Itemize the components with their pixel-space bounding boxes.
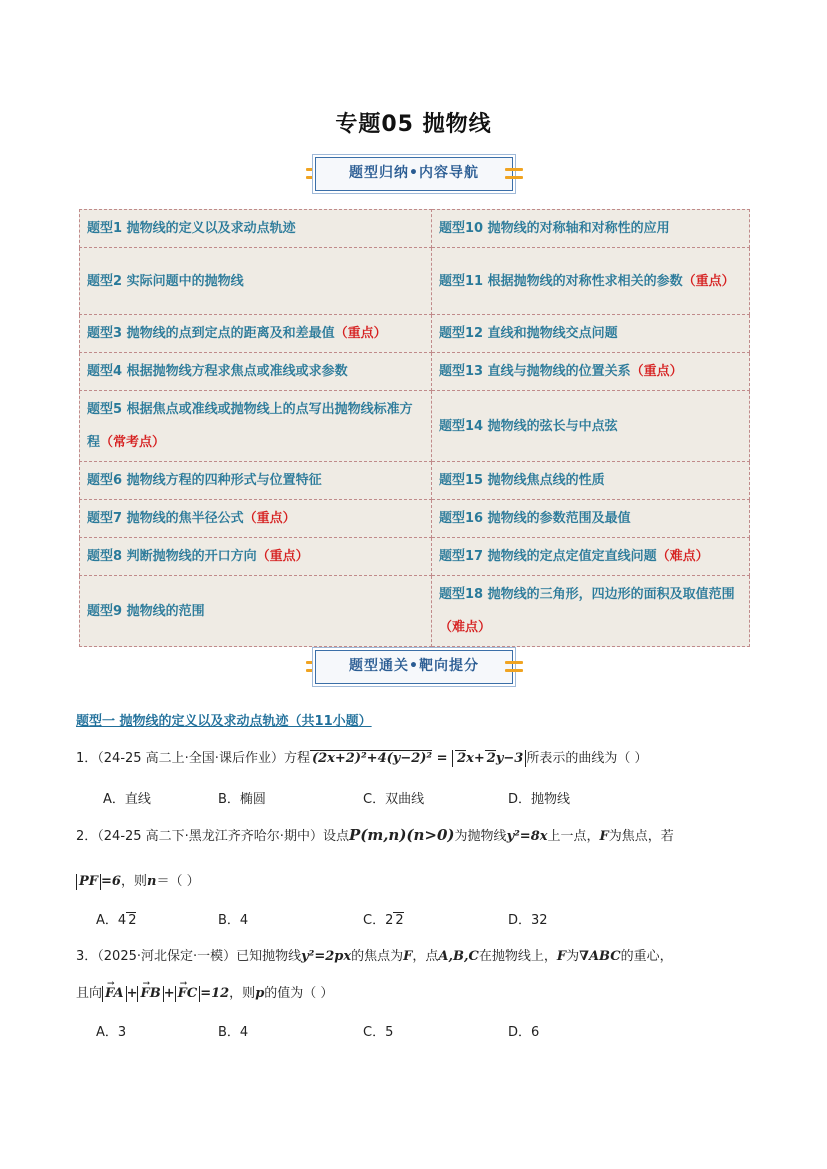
page-title: 专题05 抛物线 (335, 112, 492, 137)
parabola-expr: y²=2px (301, 949, 352, 964)
nav-topic-label: 题型4 根据抛物线方程求焦点或准线或求参数 (87, 364, 348, 379)
option-label: D． (508, 913, 532, 928)
question-2-stem: 2．（24-25 高二下·黑龙江齐齐哈尔·期中）设点 (76, 829, 349, 844)
nav-topic-cell[interactable] (432, 462, 750, 500)
nav-topic-label: 题型2 实际问题中的抛物线 (87, 273, 244, 289)
nav-topic-label: 题型1 抛物线的定义以及求动点轨迹 (87, 221, 296, 236)
question-2-option-d[interactable]: D．32 (508, 913, 548, 928)
var-n: n (146, 874, 157, 889)
question-3-option-b[interactable]: B．4 (218, 1025, 249, 1040)
question-3-stem: 3．（2025·河北保定·一模）已知抛物线 (76, 949, 302, 964)
question-2-text-b: 上一点， (547, 829, 600, 844)
nav-row (80, 538, 750, 576)
nav-row (80, 462, 750, 500)
nav-topic-tag: （难点） (656, 549, 709, 564)
question-2-text-e: ＝（ ） (156, 874, 200, 889)
nav-topic-label: 题型11 根据抛物线的对称性求相关的参数 (439, 273, 683, 289)
question-3 (76, 945, 673, 964)
question-3-text-d: 为 (566, 949, 580, 964)
question-3-text-b: ，点 (412, 949, 439, 964)
nav-topic-cell[interactable] (80, 353, 432, 391)
option-label: C． (363, 913, 386, 928)
question-2-line-2 (76, 870, 200, 890)
question-3-option-a[interactable]: A．3 (96, 1025, 127, 1040)
question-1-equation: (2x+2)²+4(y−2)² = 2x+ 2y−3 (310, 751, 526, 766)
question-3-option-c[interactable]: C．5 (363, 1025, 394, 1040)
nav-banner (0, 157, 827, 195)
question-1-stem: 1．（24-25 高二上·全国·课后作业）方程 (76, 751, 310, 766)
banner-deco-right (505, 659, 523, 675)
nav-topic-tag: （常考点） (100, 435, 166, 450)
topic-navigation-table (79, 209, 750, 647)
nav-topic-tag: （难点） (439, 620, 492, 635)
nav-topic-label: 题型14 抛物线的弦长与中点弦 (439, 418, 618, 434)
question-1 (76, 747, 647, 767)
points-abc: A,B,C (438, 949, 479, 964)
question-1-option-d[interactable]: D．抛物线 (508, 792, 571, 807)
question-3-text-h: 的值为（ ） (264, 986, 334, 1001)
section-heading: 题型一 抛物线的定义以及求动点轨迹（共11小题） (76, 714, 372, 729)
question-2-option-c[interactable]: C．2 2 (363, 913, 404, 928)
focus-f: F (599, 829, 609, 844)
nav-topic-label: 题型13 直线与抛物线的位置关系 (439, 364, 631, 379)
nav-row (80, 500, 750, 538)
nav-row (80, 210, 750, 248)
nav-topic-cell[interactable] (80, 210, 432, 248)
nav-topic-label: 题型15 抛物线焦点线的性质 (439, 473, 605, 488)
point-p-expr: P(m,n)(n>0) (348, 826, 455, 844)
question-2-option-b[interactable]: B．4 (218, 913, 249, 928)
banner-title: 题型归纳•内容导航 (315, 157, 513, 191)
banner-deco-right (505, 166, 523, 182)
nav-topic-tag: （重点） (243, 511, 296, 526)
pf-expr: PF =6 (76, 874, 121, 889)
question-2-text-c: 为焦点，若 (608, 829, 674, 844)
question-2-option-a[interactable]: A．4 2 (96, 913, 137, 928)
nav-topic-label: 题型6 抛物线方程的四种形式与位置特征 (87, 473, 322, 488)
nav-topic-label: 题型18 抛物线的三角形，四边形的面积及取值范围 (439, 587, 735, 602)
vector-sum-expr: → FA +→ FB +→ FC =12 (102, 986, 229, 1001)
question-3-text-g: ，则 (229, 986, 256, 1001)
parabola-expr: y²=8x (506, 829, 548, 844)
question-2-text-d: ，则 (120, 874, 147, 889)
nav-topic-cell[interactable] (432, 210, 750, 248)
nav-topic-cell[interactable] (432, 391, 750, 462)
question-3-text-f: 且向 (76, 986, 103, 1001)
nav-topic-cell[interactable] (80, 248, 432, 315)
nav-topic-cell[interactable] (432, 248, 750, 315)
nav-topic-tag: （重点） (630, 364, 683, 379)
question-2-text-a: 为抛物线 (454, 829, 507, 844)
nav-row (80, 576, 750, 647)
nav-topic-tag: （重点） (682, 273, 735, 289)
nav-topic-cell[interactable] (432, 538, 750, 576)
question-3-text-a: 的焦点为 (351, 949, 404, 964)
question-3-line-2 (76, 982, 333, 1002)
nav-topic-label: 题型17 抛物线的定点定值定直线问题 (439, 549, 657, 564)
nav-topic-cell[interactable] (80, 315, 432, 353)
nav-topic-cell[interactable] (432, 576, 750, 647)
nav-topic-cell[interactable] (80, 576, 432, 647)
nav-topic-cell[interactable] (80, 500, 432, 538)
var-p: p (255, 986, 265, 1001)
nav-topic-label: 题型7 抛物线的焦半径公式 (87, 511, 244, 526)
nav-row (80, 353, 750, 391)
nav-topic-tag: （重点） (334, 326, 387, 341)
question-2 (76, 825, 674, 844)
focus-f: F (403, 949, 413, 964)
question-1-option-a[interactable]: A．直线 (103, 792, 151, 807)
nav-topic-label: 题型9 抛物线的范围 (87, 603, 205, 619)
nav-topic-cell[interactable] (80, 538, 432, 576)
nav-topic-label: 题型5 根据焦点或准线或抛物线上的点写出抛物线标准方程 (87, 402, 413, 450)
option-label: A． (96, 913, 118, 928)
practice-banner (0, 650, 827, 688)
nav-row (80, 315, 750, 353)
nav-topic-label: 题型8 判断抛物线的开口方向 (87, 549, 257, 564)
nav-topic-label: 题型3 抛物线的点到定点的距离及和差最值 (87, 326, 335, 341)
nav-row (80, 391, 750, 462)
question-1-option-b[interactable]: B．椭圆 (218, 792, 266, 807)
nav-topic-label: 题型16 抛物线的参数范围及最值 (439, 511, 631, 526)
banner-title: 题型通关•靶向提分 (315, 650, 513, 684)
question-1-tail: 所表示的曲线为（ ） (526, 751, 648, 766)
nav-topic-cell[interactable] (432, 353, 750, 391)
focus-f: F (556, 949, 567, 964)
nav-topic-cell[interactable] (432, 500, 750, 538)
nav-topic-cell[interactable] (80, 462, 432, 500)
nav-row (80, 248, 750, 315)
nav-topic-label: 题型12 直线和抛物线交点问题 (439, 326, 618, 341)
question-3-text-e: 的重心， (620, 949, 673, 964)
nav-topic-cell[interactable] (432, 315, 750, 353)
nav-topic-tag: （重点） (256, 549, 309, 564)
question-3-option-d[interactable]: D．6 (508, 1025, 540, 1040)
nav-topic-cell[interactable] (80, 391, 432, 462)
nav-topic-label: 题型10 抛物线的对称轴和对称性的应用 (439, 221, 670, 236)
question-1-option-c[interactable]: C．双曲线 (363, 792, 425, 807)
triangle-abc: ∇ABC (579, 949, 621, 964)
question-3-text-c: 在抛物线上， (478, 949, 557, 964)
